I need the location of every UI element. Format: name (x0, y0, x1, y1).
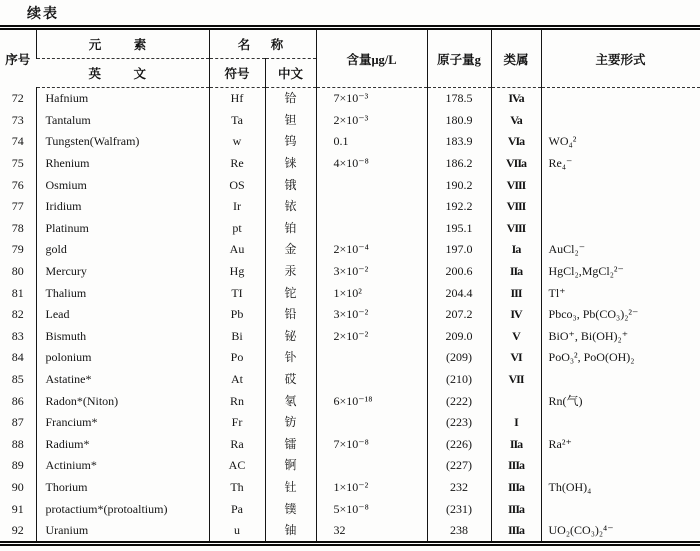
table-row (0, 390, 700, 412)
cell-chinese: 铅 (265, 304, 316, 326)
header-element: 元 素 (36, 28, 209, 59)
table-row (0, 304, 700, 326)
cell-main_form (541, 196, 700, 218)
table-row (0, 153, 700, 175)
cell-main_form: Tl⁺ (541, 282, 700, 304)
cell-symbol: AC (209, 455, 265, 477)
cell-english: Radon*(Niton) (36, 390, 209, 412)
cell-content: 1×10² (316, 282, 427, 304)
cell-symbol: u (209, 520, 265, 544)
table-row (0, 88, 700, 110)
table-row (0, 455, 700, 477)
cell-no: 83 (11, 328, 24, 343)
cell-content: 6×10⁻¹⁸ (316, 390, 427, 412)
header-chinese: 中文 (265, 59, 316, 88)
cell-chinese: 铼 (265, 153, 316, 175)
cell-no: 74 (11, 134, 24, 149)
cell-content: 5×10⁻⁸ (316, 498, 427, 520)
cell-group: IIIa (491, 498, 541, 520)
cell-content (316, 369, 427, 391)
cell-chinese: 镭 (265, 434, 316, 456)
cell-main_form (541, 174, 700, 196)
table-header (0, 28, 700, 88)
table-body (0, 88, 700, 544)
header-main-form: 主要形式 (541, 28, 700, 88)
cell-no: 90 (11, 479, 24, 494)
cell-group: IIa (491, 261, 541, 283)
cell-chinese: 铋 (265, 326, 316, 348)
cell-group: VI (491, 347, 541, 369)
cell-main_form: Th(OH)₄ (541, 477, 700, 499)
cell-content (316, 196, 427, 218)
cell-content: 2×10⁻⁴ (316, 239, 427, 261)
cell-group: IIa (491, 434, 541, 456)
cell-atomic_weight: 204.4 (427, 282, 491, 304)
cell-atomic_weight: 180.9 (427, 110, 491, 132)
cell-symbol: pt (209, 218, 265, 240)
header-group: 类属 (491, 28, 541, 88)
table-row (0, 369, 700, 391)
cell-group: IIIa (491, 520, 541, 544)
cell-atomic_weight: 195.1 (427, 218, 491, 240)
cell-no: 84 (11, 350, 24, 365)
cell-atomic_weight: 197.0 (427, 239, 491, 261)
cell-symbol: Po (209, 347, 265, 369)
cell-chinese: 氡 (265, 390, 316, 412)
cell-chinese: 砹 (265, 369, 316, 391)
header-english: 英 文 (36, 59, 209, 88)
cell-content (316, 174, 427, 196)
cell-group: VIa (491, 131, 541, 153)
cell-main_form: Rn(气) (541, 390, 700, 412)
cell-no: 79 (11, 242, 24, 257)
cell-chinese: 铊 (265, 282, 316, 304)
table-row (0, 412, 700, 434)
cell-group: VIII (491, 218, 541, 240)
cell-main_form (541, 88, 700, 110)
cell-group: IIIa (491, 477, 541, 499)
cell-no: 86 (11, 393, 24, 408)
cell-atomic_weight: 190.2 (427, 174, 491, 196)
table-row (0, 239, 700, 261)
cell-group (491, 390, 541, 412)
cell-group: VIIa (491, 153, 541, 175)
cell-chinese: 铱 (265, 196, 316, 218)
cell-atomic_weight: (209) (427, 347, 491, 369)
cell-group: IVa (491, 88, 541, 110)
cell-group: IIIa (491, 455, 541, 477)
cell-main_form: HgCl₂,MgCl₂²⁻ (541, 261, 700, 283)
table-row (0, 174, 700, 196)
cell-content (316, 347, 427, 369)
cell-chinese: 钽 (265, 110, 316, 132)
cell-symbol: TI (209, 282, 265, 304)
cell-group: V (491, 326, 541, 348)
cell-english: Rhenium (36, 153, 209, 175)
cell-content (316, 412, 427, 434)
cell-atomic_weight: (231) (427, 498, 491, 520)
table-row (0, 261, 700, 283)
cell-atomic_weight: (227) (427, 455, 491, 477)
cell-content: 32 (316, 520, 427, 544)
cell-group: VIII (491, 174, 541, 196)
cell-chinese: 镤 (265, 498, 316, 520)
cell-atomic_weight: 178.5 (427, 88, 491, 110)
cell-atomic_weight: 192.2 (427, 196, 491, 218)
header-atomic-weight: 原子量g (427, 28, 491, 88)
cell-group: IV (491, 304, 541, 326)
cell-atomic_weight: 207.2 (427, 304, 491, 326)
cell-content: 7×10⁻³ (316, 88, 427, 110)
cell-english: Lead (36, 304, 209, 326)
cell-no: 78 (11, 220, 24, 235)
header-content: 含量μg/L (316, 28, 427, 88)
table-row (0, 326, 700, 348)
cell-english: Francium* (36, 412, 209, 434)
cell-english: Actinium* (36, 455, 209, 477)
cell-english: Radium* (36, 434, 209, 456)
header-name: 名 称 (209, 28, 316, 59)
cell-symbol: Pa (209, 498, 265, 520)
cell-no: 87 (11, 415, 24, 430)
cell-chinese: 金 (265, 239, 316, 261)
cell-symbol: Fr (209, 412, 265, 434)
cell-english: Osmium (36, 174, 209, 196)
cell-main_form (541, 110, 700, 132)
cell-english: gold (36, 239, 209, 261)
table-row (0, 347, 700, 369)
cell-symbol: Ir (209, 196, 265, 218)
cell-symbol: Ra (209, 434, 265, 456)
table-row (0, 520, 700, 544)
cell-symbol: Th (209, 477, 265, 499)
cell-no: 77 (11, 199, 24, 214)
cell-chinese: 锇 (265, 174, 316, 196)
cell-english: Uranium (36, 520, 209, 544)
cell-content: 4×10⁻⁸ (316, 153, 427, 175)
cell-content: 3×10⁻² (316, 304, 427, 326)
cell-no: 80 (11, 264, 24, 279)
cell-content (316, 218, 427, 240)
cell-main_form: UO₂(CO₃)₂⁴⁻ (541, 520, 700, 544)
cell-content: 2×10⁻³ (316, 110, 427, 132)
cell-main_form: Re₄⁻ (541, 153, 700, 175)
cell-symbol: Hf (209, 88, 265, 110)
cell-english: Platinum (36, 218, 209, 240)
cell-english: Tungsten(Walfram) (36, 131, 209, 153)
cell-chinese: 铂 (265, 218, 316, 240)
cell-group: Va (491, 110, 541, 132)
table-row (0, 196, 700, 218)
cell-symbol: Rn (209, 390, 265, 412)
cell-english: Thalium (36, 282, 209, 304)
cell-symbol: OS (209, 174, 265, 196)
cell-symbol: Pb (209, 304, 265, 326)
table-row (0, 477, 700, 499)
page-title: 续表 (27, 7, 59, 22)
cell-atomic_weight: 232 (427, 477, 491, 499)
cell-chinese: 钫 (265, 412, 316, 434)
cell-chinese: 钨 (265, 131, 316, 153)
cell-no: 91 (11, 501, 24, 516)
cell-symbol: Au (209, 239, 265, 261)
cell-english: Thorium (36, 477, 209, 499)
cell-atomic_weight: 186.2 (427, 153, 491, 175)
table-row (0, 282, 700, 304)
cell-no: 76 (11, 177, 24, 192)
cell-content: 0.1 (316, 131, 427, 153)
cell-main_form (541, 455, 700, 477)
header-symbol: 符号 (209, 59, 265, 88)
cell-atomic_weight: (222) (427, 390, 491, 412)
cell-chinese: 铪 (265, 88, 316, 110)
table-row (0, 218, 700, 240)
cell-main_form: BiO⁺, Bi(OH)₂⁺ (541, 326, 700, 348)
cell-no: 85 (11, 372, 24, 387)
cell-main_form (541, 412, 700, 434)
cell-english: Iridium (36, 196, 209, 218)
cell-symbol: Re (209, 153, 265, 175)
cell-english: Mercury (36, 261, 209, 283)
table-row (0, 434, 700, 456)
table-row (0, 131, 700, 153)
cell-atomic_weight: 238 (427, 520, 491, 544)
cell-no: 89 (11, 458, 24, 473)
cell-english: polonium (36, 347, 209, 369)
cell-english: Bismuth (36, 326, 209, 348)
cell-main_form (541, 369, 700, 391)
table-row (0, 498, 700, 520)
cell-main_form: Ra²⁺ (541, 434, 700, 456)
cell-atomic_weight: 209.0 (427, 326, 491, 348)
cell-english: Astatine* (36, 369, 209, 391)
cell-main_form: AuCl₂⁻ (541, 239, 700, 261)
cell-english: protactium*(protoaltium) (36, 498, 209, 520)
cell-main_form: Pbco₃, Pb(CO₃)₂²⁻ (541, 304, 700, 326)
elements-table (0, 25, 700, 546)
cell-no: 75 (11, 156, 24, 171)
cell-atomic_weight: 183.9 (427, 131, 491, 153)
cell-english: Hafnium (36, 88, 209, 110)
cell-group: VIII (491, 196, 541, 218)
cell-content: 3×10⁻² (316, 261, 427, 283)
cell-no: 92 (11, 523, 24, 538)
cell-content: 2×10⁻² (316, 326, 427, 348)
cell-no: 81 (11, 285, 24, 300)
cell-atomic_weight: (226) (427, 434, 491, 456)
cell-main_form (541, 218, 700, 240)
cell-symbol: w (209, 131, 265, 153)
cell-symbol: At (209, 369, 265, 391)
cell-symbol: Bi (209, 326, 265, 348)
table-row (0, 110, 700, 132)
cell-chinese: 锕 (265, 455, 316, 477)
cell-main_form: WO₄² (541, 131, 700, 153)
cell-atomic_weight: (223) (427, 412, 491, 434)
cell-chinese: 钋 (265, 347, 316, 369)
cell-symbol: Ta (209, 110, 265, 132)
cell-no: 72 (11, 91, 24, 106)
header-serial: 序号 (5, 52, 31, 67)
cell-main_form (541, 498, 700, 520)
cell-main_form: PoO₃², PoO(OH)₂ (541, 347, 700, 369)
cell-atomic_weight: (210) (427, 369, 491, 391)
cell-no: 88 (11, 436, 24, 451)
cell-atomic_weight: 200.6 (427, 261, 491, 283)
cell-symbol: Hg (209, 261, 265, 283)
cell-chinese: 汞 (265, 261, 316, 283)
cell-group: VII (491, 369, 541, 391)
cell-no: 82 (11, 307, 24, 322)
cell-group: I (491, 412, 541, 434)
cell-content: 7×10⁻⁸ (316, 434, 427, 456)
cell-content (316, 455, 427, 477)
cell-no: 73 (11, 112, 24, 127)
cell-chinese: 铀 (265, 520, 316, 544)
cell-content: 1×10⁻² (316, 477, 427, 499)
cell-group: Ia (491, 239, 541, 261)
cell-group: III (491, 282, 541, 304)
cell-chinese: 钍 (265, 477, 316, 499)
cell-english: Tantalum (36, 110, 209, 132)
